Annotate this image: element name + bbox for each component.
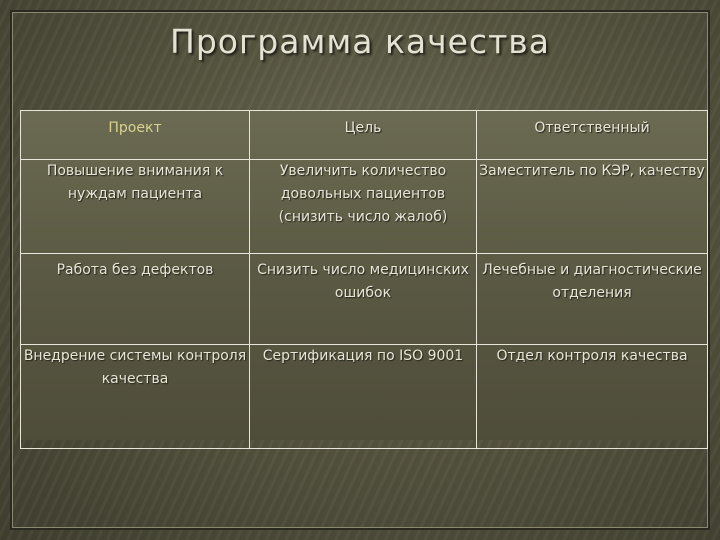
header-responsible: Ответственный [477,111,708,160]
slide-title: Программа качества [170,22,550,61]
table-row [21,254,708,345]
table-row [21,160,708,254]
cell-project: Работа без дефектов [21,254,250,345]
table-header-row [21,111,708,160]
cell-responsible: Отдел контроля качества [477,345,708,449]
cell-goal: Сертификация по ISO 9001 [250,345,477,449]
cell-responsible: Заместитель по КЭР, качеству [477,160,708,254]
cell-goal: Увеличить количество довольных пациентов (снизить число жалоб) [250,160,477,254]
cell-goal: Снизить число медицинских ошибок [250,254,477,345]
quality-program-table [20,110,708,449]
cell-responsible: Лечебные и диагностические отделения [477,254,708,345]
table-row [21,345,708,449]
quality-program-table-container [20,110,707,440]
cell-project: Повышение внимания к нуждам пациента [21,160,250,254]
header-goal: Цель [250,111,477,160]
cell-project: Внедрение системы контроля качества [21,345,250,449]
header-project: Проект [21,111,250,160]
